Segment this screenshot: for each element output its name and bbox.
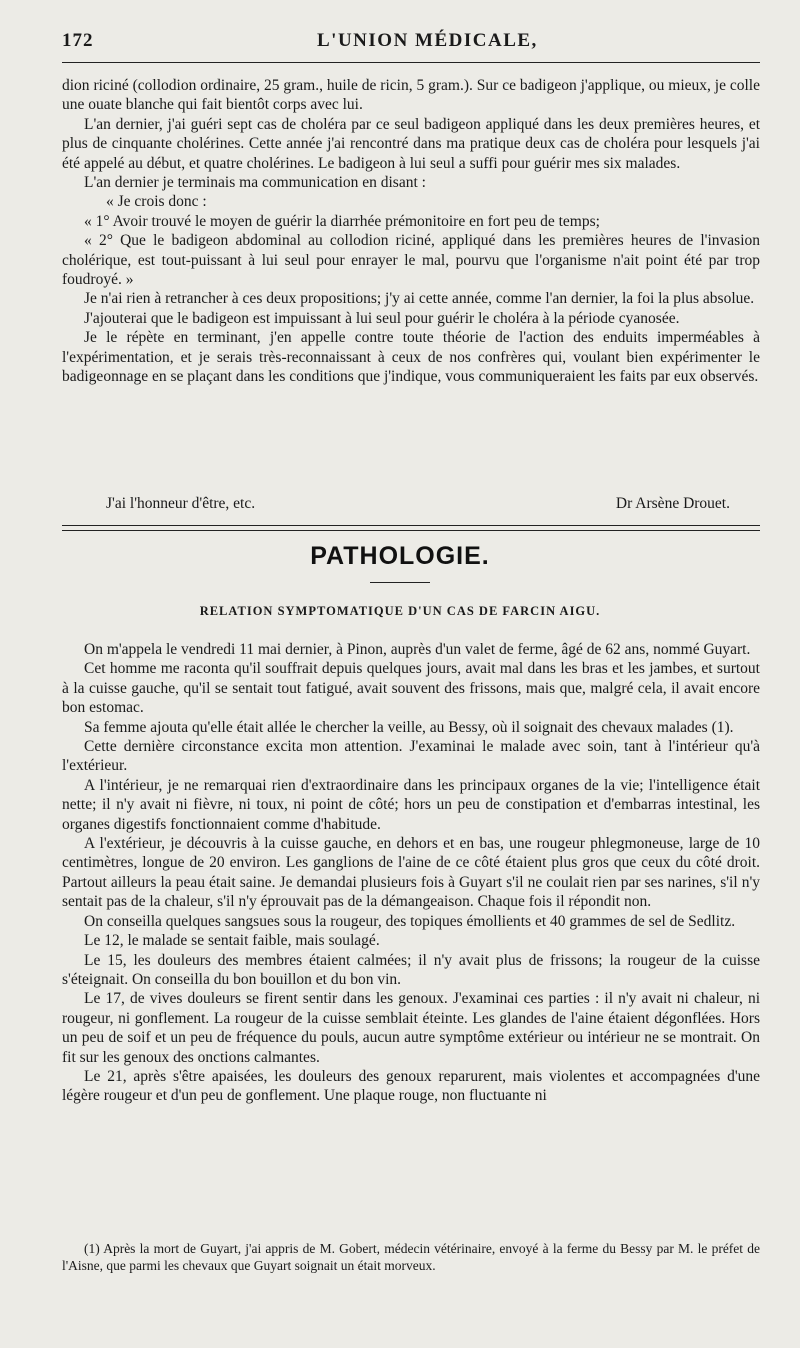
paragraph: « 2° Que le badigeon abdominal au collodion riciné, appliqué dans les premières heures de l'invasion cholérique, est tout-puissant à lui seul pour enrayer le mal, pourvu que l'organisme n'ait point été par trop foudroyé. » [62,232,760,289]
letter-body [62,76,760,387]
section-title-rule [370,582,430,583]
paragraph: Je le répète en terminant, j'en appelle contre toute théorie de l'action des enduits imperméables à l'expérimentation, et je serais très-reconnaissant à ceux de nos confrères qui, voulant bien expérimenter le badigeonnage en se plaçant dans les conditions que j'indique, vous communiqueraient les faits par eux observés. [62,329,760,386]
paragraph: Sa femme ajouta qu'elle était allée le chercher la veille, au Bessy, où il soignait des chevaux malades (1). [84,718,734,736]
page-number: 172 [62,30,94,51]
paragraph: « 1° Avoir trouvé le moyen de guérir la diarrhée prémonitoire en fort peu de temps; [84,212,600,230]
running-header [62,22,760,56]
author-signature: Dr Arsène Drouet. [615,495,730,512]
paragraph: L'an dernier, j'ai guéri sept cas de choléra par ce seul badigeon appliqué dans les deux premières heures, et plus de cinquante cholérines. Cette année j'ai rencontré dans ma pratique deux cas de choléra pour lesquels j'ai été appelé au début, et quatre cholérines. Le badigeon à lui seul a suffi pour guérir mes six malades. [62,115,760,172]
paragraph: Le 17, de vives douleurs se firent sentir dans les genoux. J'examinai ces parties : il n'y avait ni chaleur, ni rougeur, ni gonflement. La rougeur de la cuisse semblait éteinte. Les glandes de l'aine étaient dégonflées. Hors un peu de soif et un peu de fréquence du pouls, aucun autre symptôme extérieur ou intérieur ne se montrait. On fit sur les genoux des onctions calmantes. [62,990,760,1066]
footnote [62,1240,760,1274]
section-double-rule-bottom [62,530,760,531]
paragraph: A l'extérieur, je découvris à la cuisse gauche, en dehors et en bas, une rougeur phlegmoneuse, large de 10 centimètres, longue de 20 environ. Les ganglions de l'aine de ce côté étaient plus gros que ceux du côté droit. Partout ailleurs la peau était saine. Je demandai plusieurs fois à Guyart s'il ne coulait rien par ses narines, s'il n'y sentait pas de la chaleur, s'il n'y éprouvait pas de la démangeaison. Chaque fois il répondit non. [62,835,760,911]
paragraph: Le 15, les douleurs des membres étaient calmées; il n'y avait plus de frissons; la rougeur de la cuisse s'éteignait. On conseilla du bon bouillon et du bon vin. [62,951,760,988]
paragraph: On conseilla quelques sangsues sous la rougeur, des topiques émollients et 40 grammes de sel de Sedlitz. [84,912,736,930]
paragraph: dion riciné (collodion ordinaire, 25 gram., huile de ricin, 5 gram.). Sur ce badigeon j'applique, ou mieux, je colle une ouate blanche qui fait bientôt corps avec lui. [62,77,760,114]
section-double-rule-top [62,525,760,526]
paragraph: On m'appela le vendredi 11 mai dernier, à Pinon, auprès d'un valet de ferme, âgé de 62 ans, nommé Guyart. [84,641,751,658]
closing-formula: J'ai l'honneur d'être, etc. [106,495,256,512]
paragraph: J'ajouterai que le badigeon est impuissant à lui seul pour guérir le choléra à la période cyanosée. [84,309,680,327]
paragraph: L'an dernier je terminais ma communication en disant : [84,174,426,192]
paragraph: Cet homme me raconta qu'il souffrait depuis quelques jours, avait mal dans les bras et les jambes, et surtout à la cuisse gauche, qu'il se sentait tout fatigué, avait souvent des frissons, mais que, malgré cela, il avait encore bon estomac. [62,660,760,717]
article-body [62,640,760,1106]
article-title: RELATION SYMPTOMATIQUE D'UN CAS DE FARCIN AIGU. [199,604,601,618]
journal-title: L'UNION MÉDICALE, [317,30,538,51]
paragraph: « Je crois donc : [106,193,207,211]
paragraph: Le 12, le malade se sentait faible, mais soulagé. [84,932,380,950]
header-rule [62,62,760,63]
paragraph: Cette dernière circonstance excita mon attention. J'examinai le malade avec soin, tant à l'intérieur qu'à l'extérieur. [62,738,760,775]
footnote-text: (1) Après la mort de Guyart, j'ai appris de M. Gobert, médecin vétérinaire, envoyé à la ferme du Bessy par M. le préfet de l'Aisne, que parmi les chevaux que Guyart soignait un était morveux. [62,1241,760,1273]
paragraph: Je n'ai rien à retrancher à ces deux propositions; j'y ai cette année, comme l'an dernier, la foi la plus absolue. [84,290,755,308]
paragraph: A l'intérieur, je ne remarquai rien d'extraordinaire dans les principaux organes de la vie; l'intelligence était nette; il n'y avait ni fièvre, ni toux, ni point de côté; hors un peu de constipation et d'embarras intestinal, les organes digestifs fonctionnaient comme d'habitude. [62,776,760,833]
section-title: PATHOLOGIE. [310,542,490,570]
paragraph: Le 21, après s'être apaisées, les douleurs des genoux reparurent, mais violentes et accompagnées d'une légère rougeur et d'un peu de gonflement. Une plaque rouge, non fluctuante ni [62,1067,760,1105]
signature-line [62,495,760,515]
